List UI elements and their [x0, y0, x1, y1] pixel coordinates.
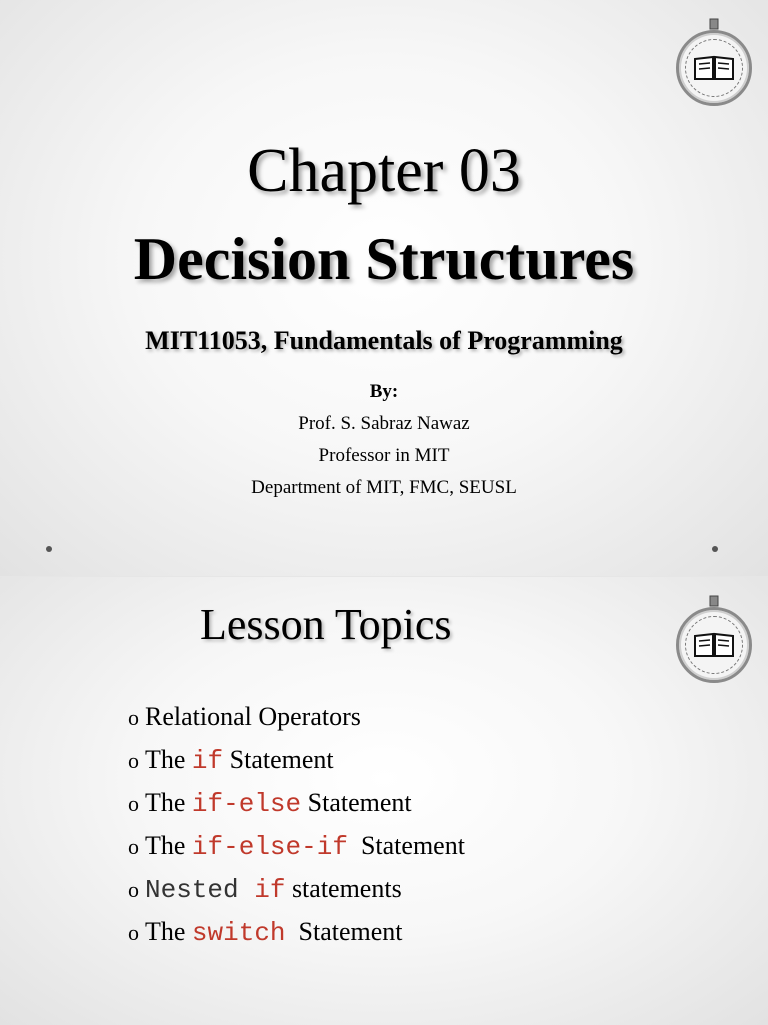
topic-code: if	[254, 875, 286, 905]
bullet-icon: o	[128, 877, 139, 902]
topic-text: Relational Operators	[145, 702, 361, 731]
topic-code: if	[191, 746, 224, 776]
topic-list	[128, 695, 465, 953]
crest-icon	[706, 594, 722, 610]
topic-code: if-else-if	[191, 832, 348, 862]
course-name: MIT11053, Fundamentals of Programming	[145, 326, 623, 355]
topic-text: The	[145, 917, 192, 946]
topic-code: switch	[191, 918, 286, 948]
list-item	[128, 695, 465, 738]
book-icon	[693, 55, 735, 81]
topic-text: The	[145, 745, 192, 774]
slide-title: Decision Structures	[133, 226, 635, 292]
author-block	[0, 376, 768, 504]
bullet-icon: o	[128, 705, 139, 730]
list-item	[128, 781, 465, 824]
list-item	[128, 910, 465, 953]
list-item	[128, 867, 465, 910]
topics-slide	[0, 576, 768, 1025]
university-seal-icon	[676, 607, 752, 683]
next-slide-dot[interactable]	[712, 546, 718, 552]
topic-suffix: Statement	[301, 788, 412, 817]
list-item	[128, 738, 465, 781]
topics-heading: Lesson Topics	[200, 600, 452, 649]
author-position: Professor in MIT	[318, 445, 450, 466]
by-label: By:	[369, 381, 399, 402]
topic-suffix: Statement	[347, 831, 465, 860]
bullet-icon: o	[128, 834, 139, 859]
list-item	[128, 824, 465, 867]
topic-code: if-else	[191, 789, 302, 819]
topic-text: The	[145, 831, 192, 860]
bullet-icon: o	[128, 920, 139, 945]
university-seal-icon	[676, 30, 752, 106]
crest-icon	[706, 17, 722, 33]
topic-suffix: Statement	[285, 917, 403, 946]
topic-suffix: statements	[285, 874, 402, 903]
book-icon	[693, 632, 735, 658]
topic-text: The	[145, 788, 192, 817]
author-name: Prof. S. Sabraz Nawaz	[298, 413, 470, 434]
topic-suffix: Statement	[223, 745, 334, 774]
bullet-icon: o	[128, 748, 139, 773]
prev-slide-dot[interactable]	[46, 546, 52, 552]
author-department: Department of MIT, FMC, SEUSL	[251, 477, 517, 498]
chapter-heading: Chapter 03	[247, 137, 521, 205]
topic-code-plain: Nested	[145, 875, 255, 905]
bullet-icon: o	[128, 791, 139, 816]
